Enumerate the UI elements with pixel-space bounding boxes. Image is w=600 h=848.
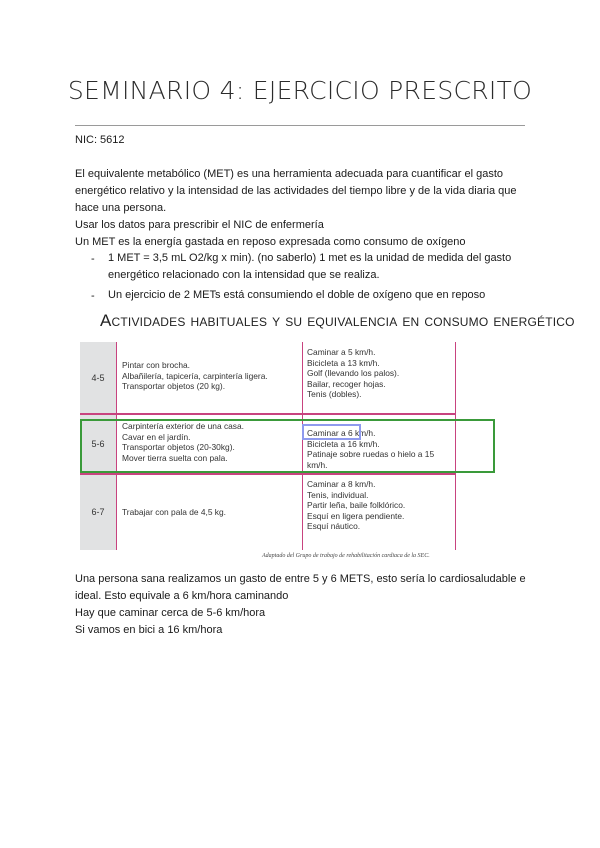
intro-line-1: El equivalente metabólico (MET) es una herramienta adecuada para cuantificar el gasto [75, 168, 504, 180]
highlight-cell-box [302, 424, 361, 440]
activity-item: Mover tierra suelta con pala. [122, 452, 228, 463]
title-divider [75, 125, 525, 126]
conclusion-line-2: ideal. Esto equivale a 6 km/hora caminando [75, 590, 289, 602]
activity-item: Caminar a 8 km/h. [307, 479, 376, 489]
table-title: Actividades habituales y su equivalencia en consumo energético [100, 311, 575, 330]
bullet-line: energético relacionado con la intensidad que se realiza. [108, 269, 380, 281]
activity-item: Transportar objetos (20-30kg). [122, 442, 235, 452]
intro-line-3: hace una persona. [75, 202, 167, 214]
nic-code: NIC: 5612 [75, 134, 125, 146]
table-caption: Adaptado del Grupo de trabajo de rehabilitación cardiaca de la SEC. [262, 553, 430, 559]
bullet-item [108, 287, 533, 304]
bullet-line: Un ejercicio de 2 METs está consumiendo el doble de oxígeno que en reposo [108, 289, 486, 301]
activity-item: Caminar a 5 km/h. [307, 347, 376, 357]
activity-cell-left [122, 507, 226, 518]
row-separator [80, 413, 456, 415]
met-range: 4-5 [91, 373, 105, 383]
activity-item: Tenis, individual. [307, 489, 369, 500]
activity-item: Patinaje sobre ruedas o hielo a 15 km/h. [307, 449, 435, 470]
activity-item: Albañilería, tapicería, carpintería ligera. [122, 370, 268, 381]
activity-item: Transportar objetos (20 kg). [122, 381, 226, 391]
row-separator [80, 473, 456, 475]
activity-item: Bicicleta a 16 km/h. [307, 438, 380, 449]
activity-item: Bailar, recoger hojas. [307, 378, 386, 389]
bullet-marker: - [91, 253, 95, 265]
activity-item: Esquí náutico. [307, 521, 361, 531]
highlight-row-box [80, 419, 495, 473]
bullet-item [108, 250, 533, 284]
activity-cell-right [307, 347, 399, 400]
conclusion-line-4: Si vamos en bici a 16 km/hora [75, 624, 223, 636]
activity-item: Partir leña, baile folklórico. [307, 500, 406, 510]
intro-line-5: Un MET es la energía gastada en reposo expresada como consumo de oxígeno [75, 236, 466, 248]
intro-line-2: energético relativo y la intensidad de las actividades del tiempo libre y de la vida diaria que [75, 185, 517, 197]
activity-item: Bicicleta a 13 km/h. [307, 357, 380, 368]
activity-item: Esquí en ligera pendiente. [307, 510, 405, 521]
bullet-line: 1 MET = 3,5 mL O2/kg x min). (no saberlo) 1 met es la unidad de medida del gasto [108, 252, 512, 264]
activity-cell-right [307, 479, 405, 532]
activity-item: Caminar a 6 km/h. [307, 428, 376, 438]
activity-item: Pintar con brocha. [122, 360, 190, 370]
met-range: 5-6 [91, 439, 105, 449]
activity-item: Carpintería exterior de una casa. [122, 421, 244, 431]
conclusion-line-1: Una persona sana realizamos un gasto de entre 5 y 6 METS, esto sería lo cardiosaludable e [75, 573, 526, 585]
intro-line-4: Usar los datos para prescribir el NIC de enfermería [75, 219, 324, 231]
page-title: SEMINARIO 4: EJERCICIO PRESCRITO [67, 76, 533, 105]
activity-cell-left [122, 360, 268, 392]
met-range: 6-7 [91, 507, 105, 517]
activity-item: Tenis (dobles). [307, 389, 362, 399]
bullet-marker: - [91, 290, 95, 302]
activity-item: Trabajar con pala de 4,5 kg. [122, 507, 226, 517]
conclusion-line-3: Hay que caminar cerca de 5-6 km/hora [75, 607, 266, 619]
activity-item: Cavar en el jardín. [122, 431, 191, 442]
activity-item: Golf (llevando los palos). [307, 368, 400, 378]
